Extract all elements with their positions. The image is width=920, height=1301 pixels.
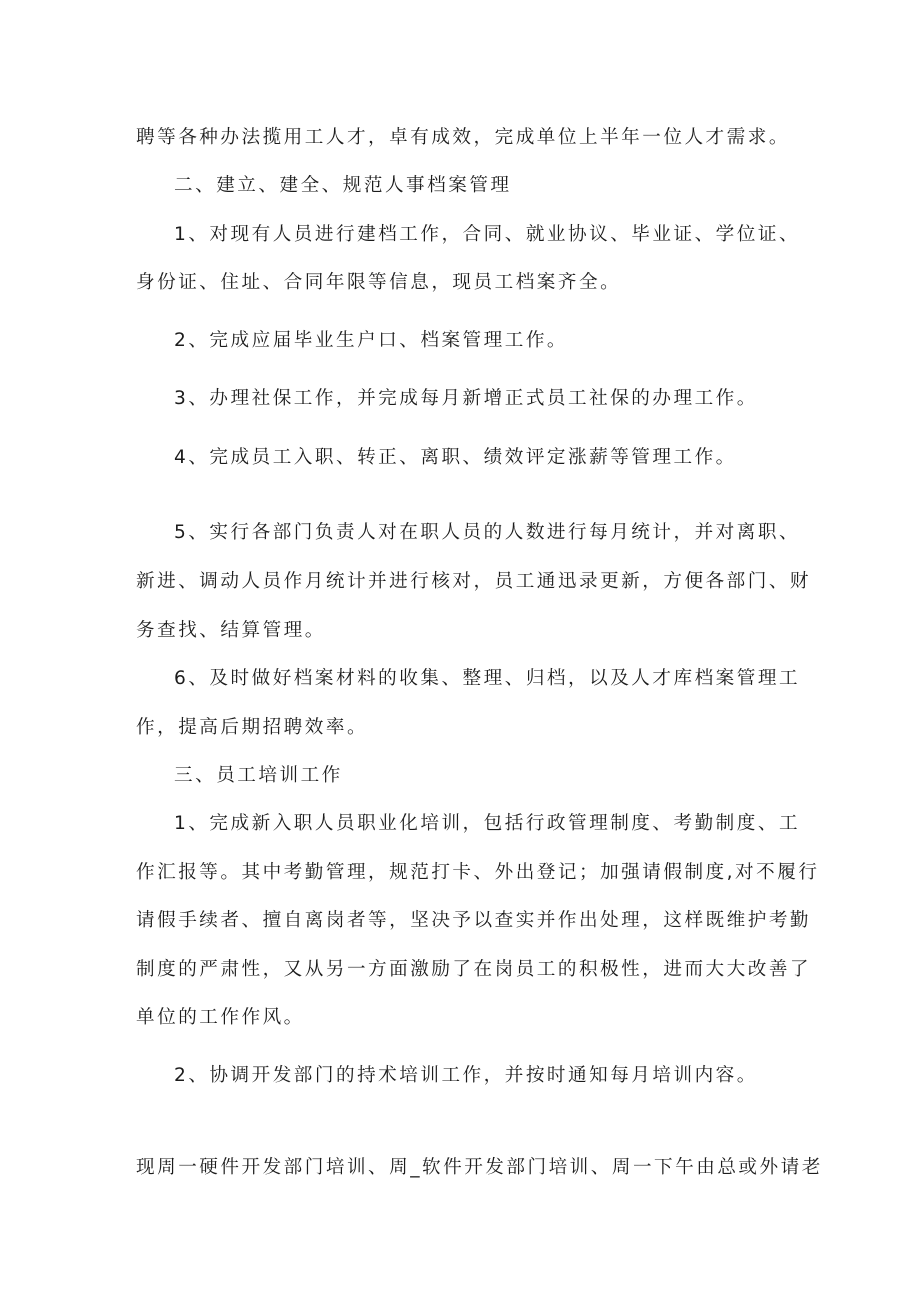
paragraph-line: 6、及时做好档案材料的收集、整理、归档，以及人才库档案管理工: [174, 668, 801, 689]
paragraph-line: 新进、调动人员作月统计并进行核对，员工通迅录更新，方便各部门、财: [136, 571, 812, 592]
paragraph-line: 3、办理社保工作，并完成每月新增正式员工社保的办理工作。: [174, 388, 758, 409]
paragraph-line: 聘等各种办法揽用工人才，卓有成效，完成单位上半年一位人才需求。: [136, 127, 790, 148]
paragraph-line: 5、实行各部门负责人对在职人员的人数进行每月统计，并对离职、: [174, 522, 801, 543]
paragraph-line: 单位的工作作风。: [136, 1007, 305, 1028]
paragraph-line: 作汇报等。其中考勤管理，规范打卡、外出登记；加强请假制度,对不履行: [136, 862, 820, 883]
paragraph-line: 2、协调开发部门的持术培训工作，并按时通知每月培训内容。: [174, 1065, 758, 1086]
paragraph-line: 2、完成应届毕业生户口、档案管理工作。: [174, 330, 569, 351]
paragraph-line: 作，提高后期招聘效率。: [136, 717, 369, 738]
paragraph-line: 1、对现有人员进行建档工作，合同、就业协议、毕业证、学位证、: [174, 224, 801, 245]
paragraph-line: 现周一硬件开发部门培训、周_软件开发部门培训、周一下午由总或外请老: [136, 1157, 823, 1178]
paragraph-line: 4、完成员工入职、转正、离职、绩效评定涨薪等管理工作。: [174, 447, 737, 468]
paragraph-line: 务查找、结算管理。: [136, 620, 326, 641]
paragraph-line: 请假手续者、擅自离岗者等，坚决予以查实并作出处理，这样既维护考勤: [136, 910, 812, 931]
paragraph-line: 制度的严肃性，又从另一方面激励了在岗员工的积极性，进而大大改善了: [136, 959, 812, 980]
section-heading: 三、员工培训工作: [174, 765, 343, 786]
section-heading: 二、建立、建全、规范人事档案管理: [174, 175, 512, 196]
paragraph-line: 1、完成新入职人员职业化培训，包括行政管理制度、考勤制度、工: [174, 813, 801, 834]
paragraph-line: 身份证、住址、合同年限等信息，现员工档案齐全。: [136, 272, 622, 293]
